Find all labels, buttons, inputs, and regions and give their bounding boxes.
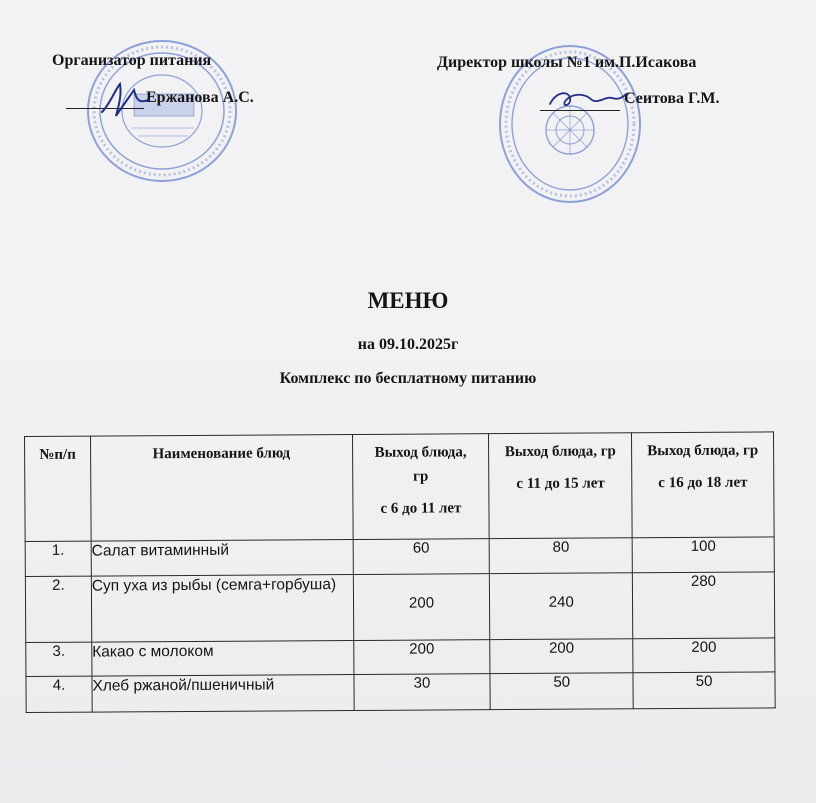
yield-16-18: 200: [633, 638, 775, 673]
header-num: №п/п: [25, 436, 92, 541]
yield-16-18: 280: [633, 572, 775, 639]
yield-6-11: 200: [353, 640, 490, 675]
header-col3: Выход блюда, гр с 16 до 18 лет: [632, 432, 774, 538]
director-signature: [546, 84, 630, 114]
director-name: Сеитова Г.М.: [624, 90, 720, 107]
menu-subtitle: Комплекс по бесплатному питанию: [279, 370, 537, 387]
yield-11-15: 240: [490, 573, 633, 640]
row-num: 4.: [26, 676, 92, 712]
organizer-role: Организатор питания: [52, 52, 212, 69]
director-role: Директор школы №1 им.П.Исакова: [437, 54, 697, 71]
yield-6-11: 60: [353, 539, 490, 575]
yield-6-11: 30: [354, 674, 491, 711]
yield-11-15: 200: [490, 639, 633, 674]
organizer-signature: [96, 78, 160, 122]
yield-16-18: 100: [632, 537, 774, 573]
header-col2: Выход блюда, гр с 11 до 15 лет: [489, 433, 632, 539]
dish-name: Хлеб ржаной/пшеничный: [92, 674, 354, 712]
header-name: Наименование блюд: [90, 434, 352, 541]
row-num: 1.: [25, 541, 91, 576]
table-row: [26, 638, 775, 677]
table-header-row: [25, 432, 775, 542]
yield-11-15: 80: [490, 538, 633, 574]
row-num: 3.: [26, 642, 92, 676]
menu-date: на 09.10.2025г: [357, 336, 459, 353]
yield-6-11: 200: [353, 574, 490, 641]
menu-table: [24, 431, 776, 713]
dish-name: Какао с молоком: [92, 640, 354, 676]
dish-name: Салат витаминный: [91, 539, 353, 576]
yield-11-15: 50: [490, 673, 633, 710]
table-row: [25, 537, 774, 577]
row-num: 2.: [25, 576, 91, 642]
header-col1: Выход блюда, гр с 6 до 11 лет: [352, 434, 489, 540]
table-row: [25, 572, 774, 643]
table-row: [26, 672, 775, 713]
yield-16-18: 50: [633, 672, 775, 709]
dish-name: Суп уха из рыбы (семга+горбуша): [91, 574, 353, 642]
page-title: МЕНЮ: [367, 288, 449, 313]
organizer-name: Ержанова А.С.: [146, 89, 254, 106]
